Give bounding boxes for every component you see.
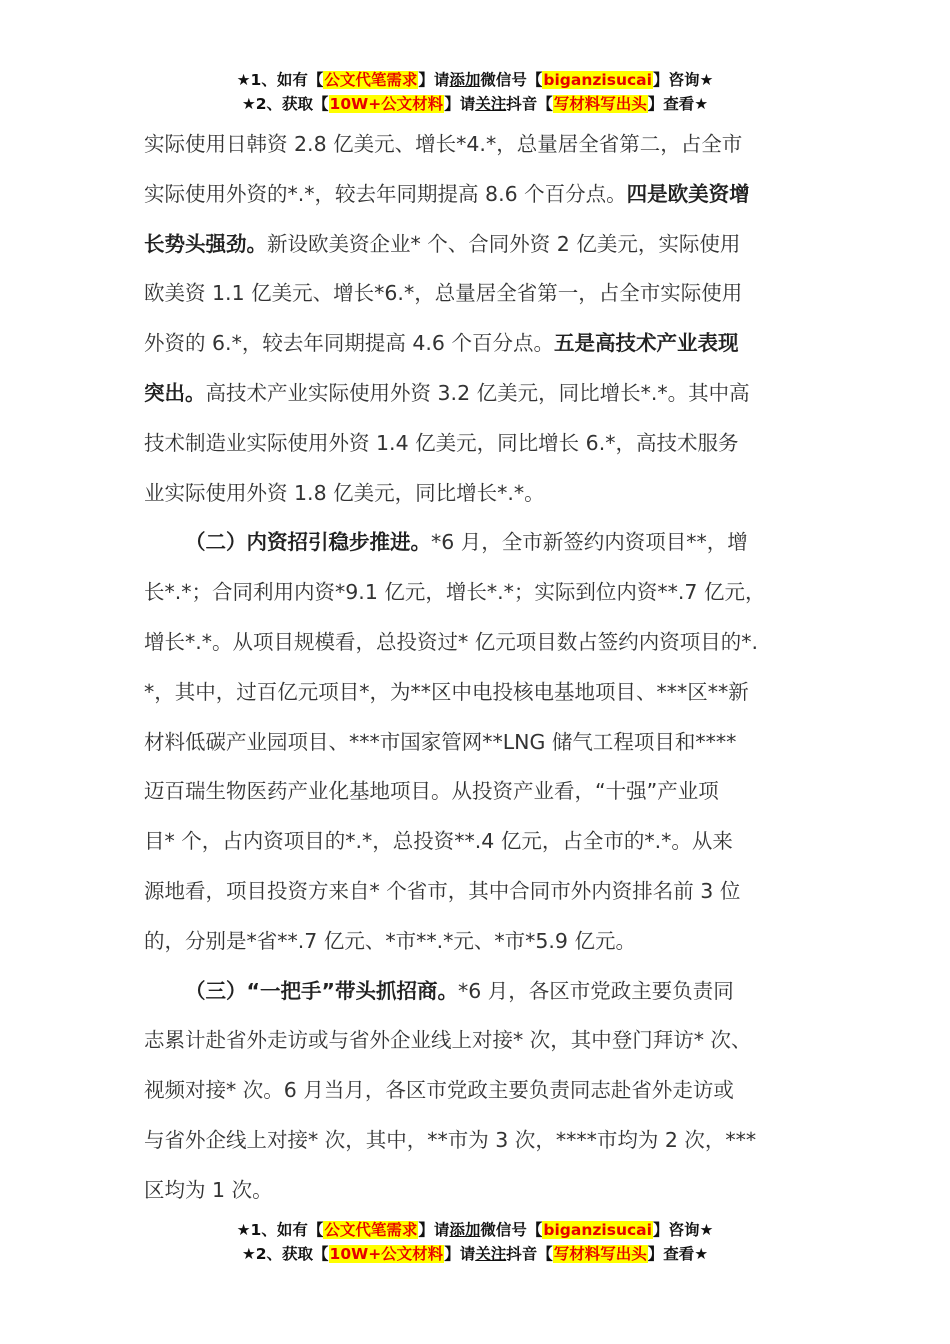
banner-text: 】请 (418, 1221, 450, 1239)
body-line: 迈百瑞生物医药产业化基地项目。从投资产业看，“十强”产业项 (144, 779, 719, 804)
banner-text: ★1、如有【 (236, 1221, 324, 1239)
body-line: 实际使用日韩资 2.8 亿美元、增长*4.*，总量居全省第二，占全市 (144, 132, 743, 156)
banner-highlight: 公文代笔需求 (324, 71, 418, 89)
banner-underline: 添加 (449, 1221, 481, 1239)
body-text: 高技术产业实际使用外资 3.2 亿美元，同比增长*.*。其中高 (205, 380, 750, 405)
body-text: *6 月，全市新签约内资项目**，增 (431, 530, 748, 555)
body-bold-text: 长势头强劲。 (144, 231, 267, 256)
banner-text: ★2、获取【 (241, 95, 329, 113)
body-bold-text: 四是欧美资增 (626, 181, 750, 206)
body-line: 增长*.*。从项目规模看，总投资过* 亿元项目数占签约内资项目的*. (144, 629, 759, 654)
body-line: 长*.*；合同利用内资*9.1 亿元，增长*.*；实际到位内资**.7 亿元， (144, 580, 766, 605)
body-bold-text: 五是高技术产业表现 (553, 331, 739, 356)
banner-highlight: biganzisucai (543, 1221, 652, 1239)
body-line (144, 170, 814, 220)
banner-text: 】咨询★ (652, 1221, 714, 1239)
banner-underline: 关注 (475, 95, 507, 113)
banner-underline: 关注 (475, 1245, 507, 1263)
banner-text: ★2、获取【 (241, 1245, 329, 1263)
body-text: 外资的 6.*，较去年同期提高 4.6 个百分点。 (144, 331, 554, 356)
document-body (144, 120, 814, 1216)
body-line: 区均为 1 次。 (144, 1177, 273, 1202)
banner-text: ★1、如有【 (236, 71, 324, 89)
body-line (144, 220, 814, 270)
body-line (144, 369, 814, 419)
banner-text: 微信号【 (480, 71, 543, 89)
body-line: 业实际使用外资 1.8 亿美元，同比增长*.*。 (144, 480, 545, 505)
body-line: 的，分别是*省**.7 亿元、*市**.*元、*市*5.9 亿元。 (144, 928, 636, 953)
banner-text: 】咨询★ (652, 71, 714, 89)
section-heading: （二）内资招引稳步推进。 (185, 530, 431, 555)
section-heading: （三）“一把手”带头抓招商。 (185, 978, 458, 1003)
banner-line-1 (0, 1218, 950, 1242)
body-line: *，其中，过百亿元项目*，为**区中电投核电基地项目、***区**新 (144, 679, 749, 704)
banner-line-1 (0, 68, 950, 92)
body-text: 实际使用外资的*.*，较去年同期提高 8.6 个百分点。 (144, 181, 627, 206)
banner-text: 】请 (418, 71, 450, 89)
body-line: 材料低碳产业园项目、***市国家管网**LNG 储气工程项目和**** (144, 729, 737, 754)
banner-highlight: biganzisucai (543, 71, 652, 89)
body-bold-text: 突出。 (144, 380, 206, 405)
banner-highlight: 10W+公文材料 (329, 1245, 444, 1263)
body-line: 欧美资 1.1 亿美元、增长*6.*，总量居全省第一，占全市实际使用 (144, 281, 743, 306)
body-line: 视频对接* 次。6 月当月，各区市党政主要负责同志赴省外走访或 (144, 1078, 734, 1103)
body-text: *6 月，各区市党政主要负责同 (457, 978, 734, 1003)
banner-text: 】请 (444, 1245, 476, 1263)
banner-highlight: 公文代笔需求 (324, 1221, 418, 1239)
header-banner (0, 68, 950, 116)
body-line: 与省外企线上对接* 次，其中，**市为 3 次，****市均为 2 次，*** (144, 1127, 757, 1152)
body-text: 新设欧美资企业* 个、合同外资 2 亿美元，实际使用 (267, 231, 741, 256)
banner-text: 】请 (444, 95, 476, 113)
banner-line-2 (0, 92, 950, 116)
banner-text: 微信号【 (480, 1221, 543, 1239)
banner-text: 】查看★ (647, 95, 709, 113)
footer-banner (0, 1218, 950, 1266)
banner-highlight: 写材料写出头 (553, 1245, 647, 1263)
banner-text: 抖音【 (506, 1245, 553, 1263)
banner-underline: 添加 (449, 71, 481, 89)
banner-highlight: 10W+公文材料 (329, 95, 444, 113)
section-heading-line (144, 518, 814, 568)
section-heading-line (144, 967, 814, 1017)
banner-highlight: 写材料写出头 (553, 95, 647, 113)
body-line: 源地看，项目投资方来自* 个省市，其中合同市外内资排名前 3 位 (144, 878, 741, 903)
body-line: 志累计赴省外走访或与省外企业线上对接* 次，其中登门拜访* 次、 (144, 1028, 752, 1053)
body-line (144, 319, 814, 369)
banner-text: 】查看★ (647, 1245, 709, 1263)
body-line: 技术制造业实际使用外资 1.4 亿美元，同比增长 6.*，高技术服务 (144, 430, 739, 455)
banner-line-2 (0, 1242, 950, 1266)
banner-text: 抖音【 (506, 95, 553, 113)
body-line: 目* 个，占内资项目的*.*，总投资**.4 亿元，占全市的*.*。从来 (144, 829, 733, 854)
